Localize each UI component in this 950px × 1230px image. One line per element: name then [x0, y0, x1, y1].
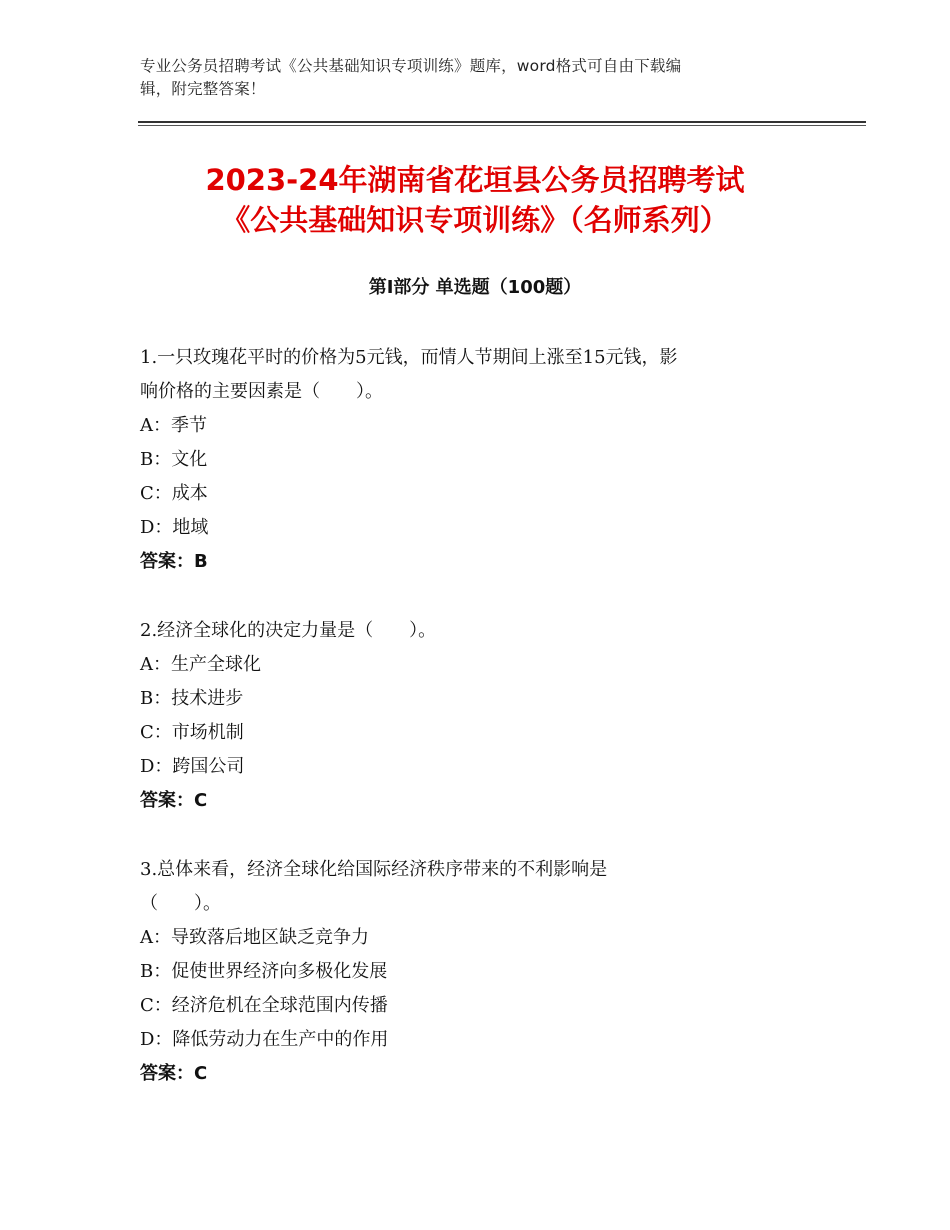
header-note-line1: 专业公务员招聘考试《公共基础知识专项训练》题库，word格式可自由下载编 — [140, 57, 682, 75]
option-d: D：地域 — [140, 517, 209, 538]
header-note — [140, 55, 800, 101]
option-b: B：促使世界经济向多极化发展 — [140, 961, 388, 982]
question-stem-line1: 1.一只玫瑰花平时的价格为5元钱，而情人节期间上涨至15元钱，影 — [140, 347, 678, 368]
option-a: A：季节 — [140, 415, 207, 436]
option-c: C：市场机制 — [140, 722, 244, 743]
page-title — [0, 160, 950, 240]
page-title-line1: 2023-24年湖南省花垣县公务员招聘考试 — [205, 163, 745, 197]
option-b: B：技术进步 — [140, 688, 244, 709]
question-stem-line2: （ ）。 — [140, 893, 221, 914]
option-c: C：经济危机在全球范围内传播 — [140, 995, 388, 1016]
option-c: C：成本 — [140, 483, 208, 504]
option-d: D：降低劳动力在生产中的作用 — [140, 1029, 389, 1050]
option-b: B：文化 — [140, 449, 208, 470]
option-d: D：跨国公司 — [140, 756, 245, 777]
answer: 答案：C — [140, 1063, 208, 1084]
answer: 答案：B — [140, 551, 208, 572]
question-2 — [140, 614, 810, 818]
option-a: A：导致落后地区缺乏竞争力 — [140, 927, 369, 948]
question-stem-line2: 响价格的主要因素是（ ）。 — [140, 381, 383, 402]
option-a: A：生产全球化 — [140, 654, 261, 675]
question-1 — [140, 341, 810, 579]
header-note-line2: 辑，附完整答案！ — [140, 80, 266, 98]
header-divider-thin — [138, 125, 866, 126]
question-3 — [140, 853, 810, 1091]
question-stem-line1: 2.经济全球化的决定力量是（ ）。 — [140, 620, 437, 641]
header-divider-thick — [138, 121, 866, 123]
section-heading: 第Ⅰ部分 单选题（100题） — [368, 277, 582, 298]
question-stem-line1: 3.总体来看，经济全球化给国际经济秩序带来的不利影响是 — [140, 859, 608, 880]
answer: 答案：C — [140, 790, 208, 811]
page-title-line2: 《公共基础知识专项训练》（名师系列） — [221, 203, 729, 237]
